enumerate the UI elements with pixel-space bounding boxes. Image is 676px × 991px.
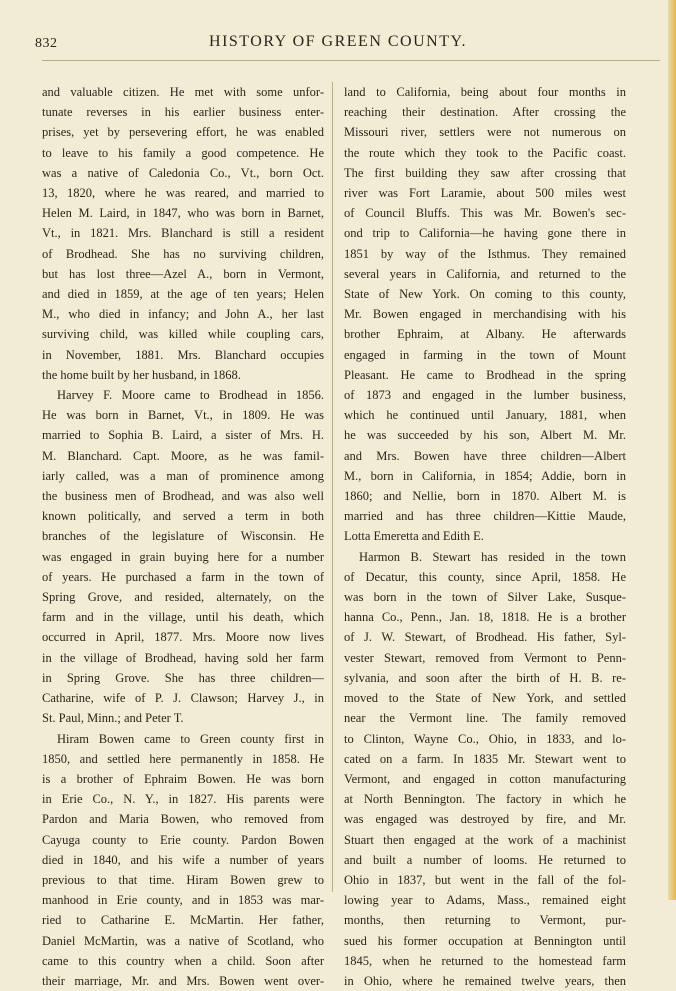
text-line: ond trip to California—he having gone there in — [344, 226, 626, 241]
text-line: and Mrs. Bowen have three children—Albert — [344, 448, 626, 463]
text-line: Pleasant. He came to Brodhead in the spring — [344, 367, 626, 382]
text-line: sued his former occupation at Bennington until — [344, 933, 626, 948]
text-line: in Ohio, where he remained twelve years, then — [344, 973, 626, 988]
text-line: in Erie Co., N. Y., in 1827. His parents were — [42, 792, 324, 807]
text-line: occurred in April, 1877. Mrs. Moore now lives — [42, 630, 324, 645]
text-line: M., born in California, in 1854; Addie, born in — [344, 468, 626, 483]
text-line: engaged in farming in the town of Mount — [344, 347, 626, 362]
running-head: HISTORY OF GREEN COUNTY. — [209, 33, 467, 50]
text-line: to leave to his family a good competence. He — [42, 145, 324, 160]
text-line: in November, 1881. Mrs. Blanchard occupies — [42, 347, 324, 362]
text-line: he was succeeded by his son, Albert M. Mr. — [344, 428, 626, 443]
text-line: which he continued until January, 1881, when — [344, 408, 626, 423]
right-column — [344, 82, 626, 991]
text-line: of Council Bluffs. This was Mr. Bowen's sec- — [344, 206, 626, 221]
text-line: tunate reverses in his earlier business enter- — [42, 105, 324, 120]
text-line: land to California, being about four months in — [344, 85, 626, 99]
text-line: Catharine, wife of P. J. Clawson; Harvey J., in — [42, 691, 324, 706]
text-line: Vt., in 1821. Mrs. Blanchard is still a resident — [42, 226, 324, 241]
text-line: at North Bennington. The factory in which he — [344, 792, 626, 807]
text-line: lowing year to Adams, Mass., remained eight — [344, 893, 626, 908]
text-line: M., who died in infancy; and John A., her last — [42, 307, 324, 322]
page-edge — [668, 0, 676, 900]
text-line: died in 1840, and his wife a number of years — [42, 852, 324, 867]
text-line: of years. He purchased a farm in the town of — [42, 569, 324, 584]
text-line: and valuable citizen. He met with some unfor- — [42, 85, 324, 99]
text-line: Spring Grove, and resided, alternately, on the — [42, 590, 324, 605]
text-line: State of New York. On coming to this county, — [344, 287, 626, 302]
text-line: branches of the legislature of Wisconsin. He — [42, 529, 324, 544]
text-line: Lotta Emeretta and Edith E. — [344, 529, 484, 544]
text-line: Stuart then engaged at the work of a machinist — [344, 832, 626, 847]
text-line: moved to the State of New York, and settled — [344, 691, 626, 706]
header-rule — [42, 60, 660, 61]
text-line: of Decatur, this county, since April, 1858. He — [344, 569, 626, 584]
text-line: came to this country when a child. Soon after — [42, 953, 324, 968]
text-line: in the village of Brodhead, having sold her farm — [42, 650, 324, 665]
text-line: of Brodhead. She has no surviving children, — [42, 246, 324, 261]
text-line: was born in the town of Silver Lake, Susque- — [344, 590, 626, 605]
text-line: M. Blanchard. Capt. Moore, as he was famil- — [42, 448, 324, 463]
text-line: 1850, and settled here permanently in 1858. He — [42, 751, 324, 766]
text-line: reaching their destination. After crossing the — [344, 105, 626, 120]
text-line: sylvania, and soon after the birth of H. B. re- — [344, 670, 626, 685]
text-line: vester Stewart, removed from Vermont to Penn- — [344, 650, 626, 665]
text-line: their marriage, Mr. and Mrs. Bowen went over- — [42, 973, 324, 988]
text-line: known politically, and served a term in both — [42, 509, 324, 524]
text-line: He was born in Barnet, Vt., in 1809. He was — [42, 408, 324, 423]
text-line: Ohio in 1837, but went in the fall of the fol- — [344, 872, 626, 887]
text-line: 1851 by way of the Isthmus. They remained — [344, 246, 626, 261]
text-line: of J. W. Stewart, of Brodhead. His father, Syl- — [344, 630, 626, 645]
text-line: Mr. Bowen engaged in merchandising with his — [344, 307, 626, 322]
text-line: in Spring Grove. She has three children— — [42, 670, 324, 685]
text-line: is a brother of Ephraim Bowen. He was born — [42, 771, 324, 786]
text-line: of 1873 and engaged in the lumber business, — [344, 388, 626, 403]
text-line: Harmon B. Stewart has resided in the town — [359, 549, 626, 564]
text-line: but has lost three—Azel A., born in Vermont, — [42, 266, 324, 281]
text-line: was a native of Caledonia Co., Vt., born Oct. — [42, 165, 324, 180]
text-line: Helen M. Laird, in 1847, who was born in Barnet, — [42, 206, 324, 221]
text-line: married and has three children—Kittie Maude, — [344, 509, 626, 524]
page-number: 832 — [35, 36, 58, 51]
text-line: brother Ephraim, at Albany. He afterwards — [344, 327, 626, 342]
text-line: Harvey F. Moore came to Brodhead in 1856. — [57, 388, 324, 403]
text-line: 1845, when he returned to the homestead farm — [344, 953, 626, 968]
text-line: several years in California, and returned to the — [344, 266, 626, 281]
text-line: Cayuga county to Erie county. Pardon Bowen — [42, 832, 324, 847]
text-line: St. Paul, Minn.; and Peter T. — [42, 711, 184, 726]
text-line: Pardon and Maria Bowen, who removed from — [42, 812, 324, 827]
left-column — [42, 82, 324, 991]
text-line: to Clinton, Wayne Co., Ohio, in 1833, and lo- — [344, 731, 626, 746]
text-line: ried to Catharine E. McMartin. Her father, — [42, 913, 324, 928]
text-line: the home built by her husband, in 1868. — [42, 367, 241, 382]
text-line: was engaged in grain buying here for a number — [42, 549, 324, 564]
text-line: cated on a farm. In 1835 Mr. Stewart went to — [344, 751, 626, 766]
text-line: the business men of Brodhead, and was also well — [42, 489, 324, 504]
text-line: 1860; and Nellie, born in 1870. Albert M. is — [344, 489, 626, 504]
text-line: prises, yet by persevering effort, he was enabled — [42, 125, 324, 140]
text-line: surviving child, was killed while coupling cars, — [42, 327, 324, 342]
text-line: previous to that time. Hiram Bowen grew to — [42, 872, 324, 887]
text-line: the route which they took to the Pacific coast. — [344, 145, 626, 160]
text-line: Vermont, and engaged in cotton manufacturing — [344, 771, 626, 786]
text-line: The first building they saw after crossing that — [344, 165, 626, 180]
text-line: married to Sophia B. Laird, a sister of Mrs. H. — [42, 428, 324, 443]
text-line: hanna Co., Penn., Jan. 18, 1818. He is a brother — [344, 610, 626, 625]
text-line: manhood in Erie county, and in 1853 was mar- — [42, 893, 324, 908]
text-line: Daniel McMartin, was a native of Scotland, who — [42, 933, 324, 948]
text-line: months, then returning to Vermont, pur- — [344, 913, 626, 928]
text-line: river was Fort Laramie, about 500 miles west — [344, 186, 626, 201]
text-line: and died in 1859, at the age of ten years; Helen — [42, 287, 324, 302]
column-divider — [332, 82, 333, 892]
text-line: 13, 1820, where he was reared, and married to — [42, 186, 324, 201]
text-line: Hiram Bowen came to Green county first in — [57, 731, 324, 746]
text-line: farm and in the village, until his death, which — [42, 610, 324, 625]
text-line: iarly called, was a man of prominence among — [42, 468, 324, 483]
text-line: near the Vermont line. The family removed — [344, 711, 626, 726]
text-line: was engaged was destroyed by fire, and Mr. — [344, 812, 626, 827]
text-line: Missouri river, settlers were not numerous on — [344, 125, 626, 140]
text-line: and built a number of looms. He returned to — [344, 852, 626, 867]
